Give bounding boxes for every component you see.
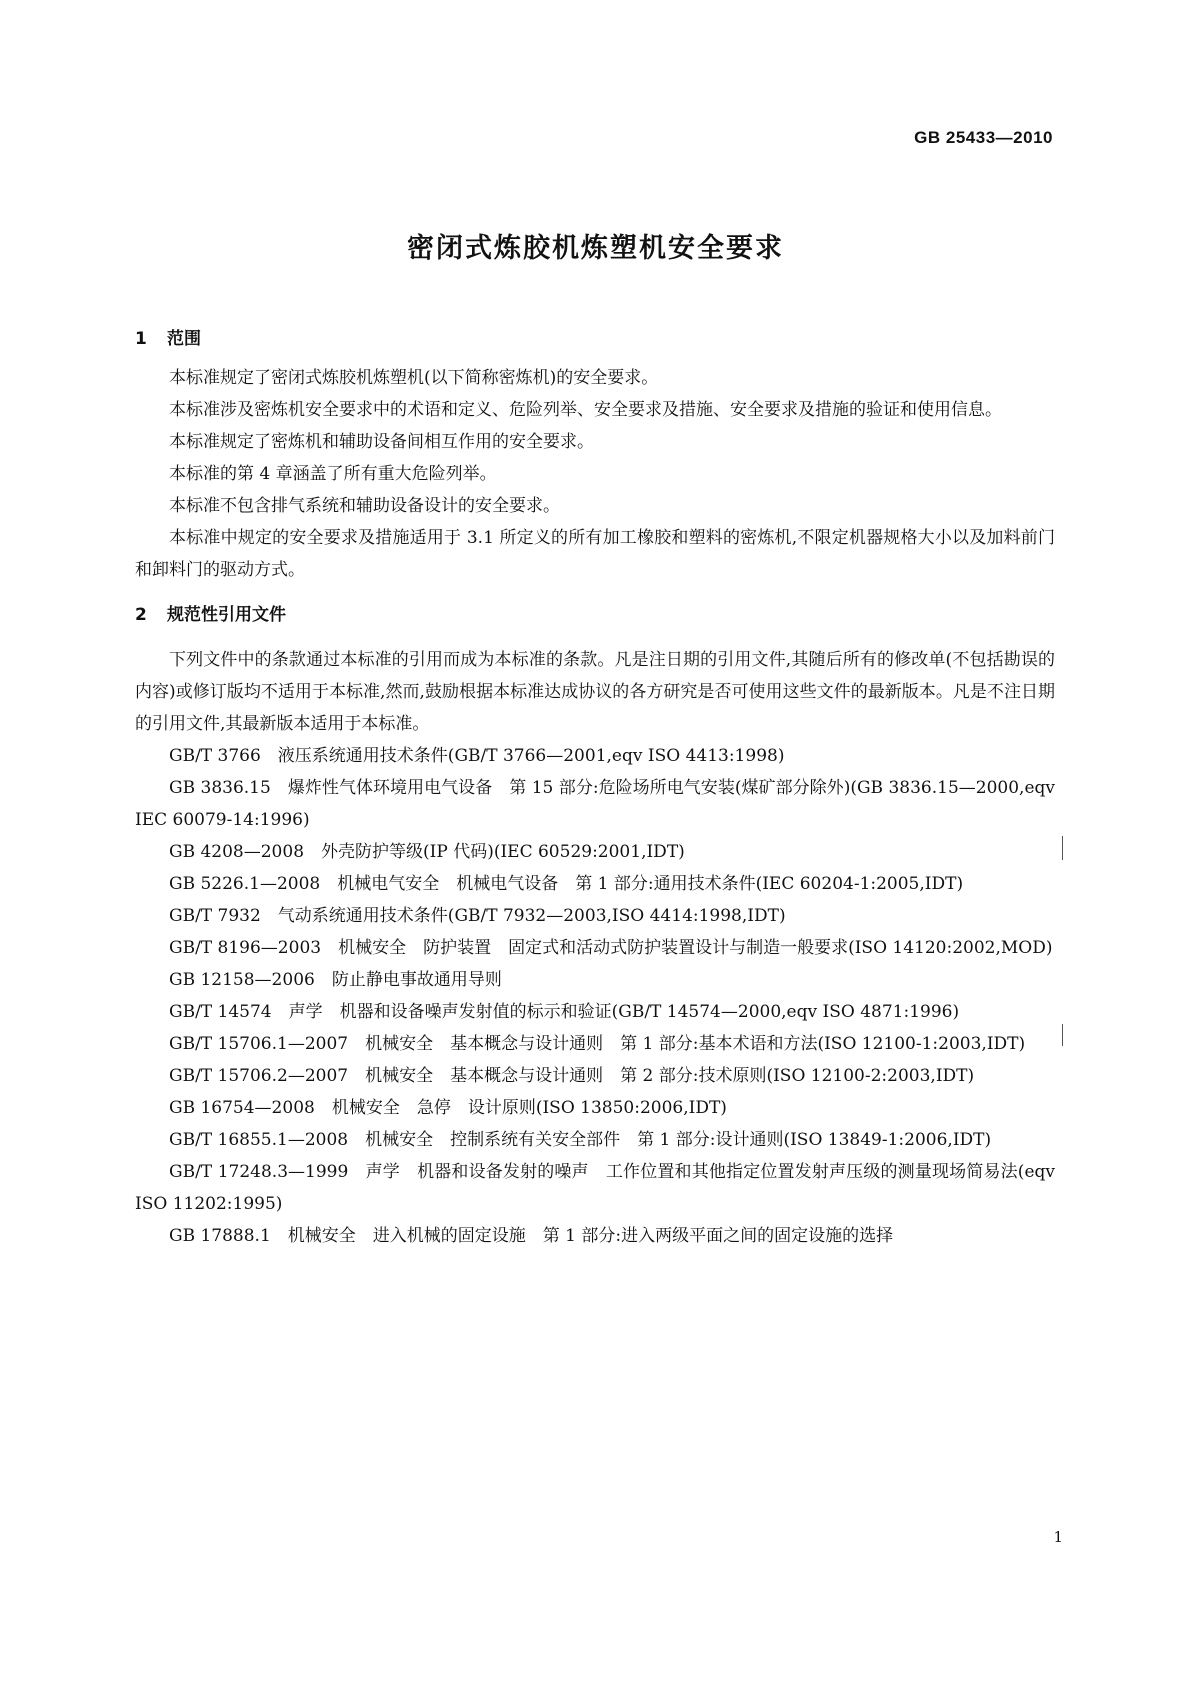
reference-item: GB 5226.1—2008 机械电气安全 机械电气设备 第 1 部分:通用技术条件(IEC 60204-1:2005,IDT) — [169, 874, 964, 894]
section-number: 1 — [135, 329, 147, 349]
section-heading-scope — [135, 322, 1055, 356]
change-bar — [1062, 836, 1063, 860]
section-number: 2 — [135, 605, 147, 625]
paragraph: 本标准涉及密炼机安全要求中的术语和定义、危险列举、安全要求及措施、安全要求及措施的验证和使用信息。 — [169, 400, 1002, 420]
paragraph: 本标准规定了密炼机和辅助设备间相互作用的安全要求。 — [169, 432, 594, 452]
references-block — [135, 644, 1055, 1252]
references-intro: 下列文件中的条款通过本标准的引用而成为本标准的条款。凡是注日期的引用文件,其随后所有的修改单(不包括勘误的内容)或修订版均不适用于本标准,然而,鼓励根据本标准达成协议的各方研究是否可使用这些文件的最新版本。凡是不注日期的引用文件,其最新版本适用于本标准。 — [135, 650, 1055, 734]
reference-item: GB/T 15706.2—2007 机械安全 基本概念与设计通则 第 2 部分:技术原则(ISO 12100-2:2003,IDT) — [169, 1066, 975, 1086]
section-title: 范围 — [167, 329, 201, 349]
reference-item: GB 4208—2008 外壳防护等级(IP 代码)(IEC 60529:2001,IDT) — [169, 842, 685, 862]
reference-item: GB/T 3766 液压系统通用技术条件(GB/T 3766—2001,eqv ISO 4413:1998) — [169, 746, 785, 766]
page-number: 1 — [1053, 1528, 1063, 1546]
paragraph: 本标准的第 4 章涵盖了所有重大危险列举。 — [169, 464, 497, 484]
paragraph: 本标准中规定的安全要求及措施适用于 3.1 所定义的所有加工橡胶和塑料的密炼机,不限定机器规格大小以及加料前门和卸料门的驱动方式。 — [135, 528, 1055, 580]
paragraph: 本标准不包含排气系统和辅助设备设计的安全要求。 — [169, 496, 560, 516]
reference-item: GB 16754—2008 机械安全 急停 设计原则(ISO 13850:2006,IDT) — [169, 1098, 727, 1118]
document-body — [135, 322, 1055, 1252]
reference-item: GB/T 17248.3—1999 声学 机器和设备发射的噪声 工作位置和其他指定位置发射声压级的测量现场简易法(eqv ISO 11202:1995) — [135, 1162, 1055, 1214]
paragraph: 本标准规定了密闭式炼胶机炼塑机(以下简称密炼机)的安全要求。 — [169, 368, 659, 388]
standard-code: GB 25433—2010 — [914, 128, 1053, 147]
reference-item: GB/T 8196—2003 机械安全 防护装置 固定式和活动式防护装置设计与制造一般要求(ISO 14120:2002,MOD) — [169, 938, 1053, 958]
reference-item: GB 12158—2006 防止静电事故通用导则 — [169, 970, 502, 990]
reference-item: GB 17888.1 机械安全 进入机械的固定设施 第 1 部分:进入两级平面之间的固定设施的选择 — [169, 1226, 894, 1246]
section-heading-normative-references — [135, 598, 1055, 632]
section-title: 规范性引用文件 — [167, 605, 286, 625]
reference-item: GB 3836.15 爆炸性气体环境用电气设备 第 15 部分:危险场所电气安装(煤矿部分除外)(GB 3836.15—2000,eqv IEC 60079-14:1996) — [135, 778, 1055, 830]
reference-item: GB/T 7932 气动系统通用技术条件(GB/T 7932—2003,ISO 4414:1998,IDT) — [169, 906, 786, 926]
document-title: 密闭式炼胶机炼塑机安全要求 — [407, 233, 784, 264]
reference-item: GB/T 16855.1—2008 机械安全 控制系统有关安全部件 第 1 部分:设计通则(ISO 13849-1:2006,IDT) — [169, 1130, 992, 1150]
reference-item: GB/T 14574 声学 机器和设备噪声发射值的标示和验证(GB/T 14574—2000,eqv ISO 4871:1996) — [169, 1002, 960, 1022]
change-bar — [1062, 1024, 1063, 1046]
reference-item: GB/T 15706.1—2007 机械安全 基本概念与设计通则 第 1 部分:基本术语和方法(ISO 12100-1:2003,IDT) — [169, 1034, 1026, 1054]
scope-paragraphs — [135, 362, 1055, 586]
